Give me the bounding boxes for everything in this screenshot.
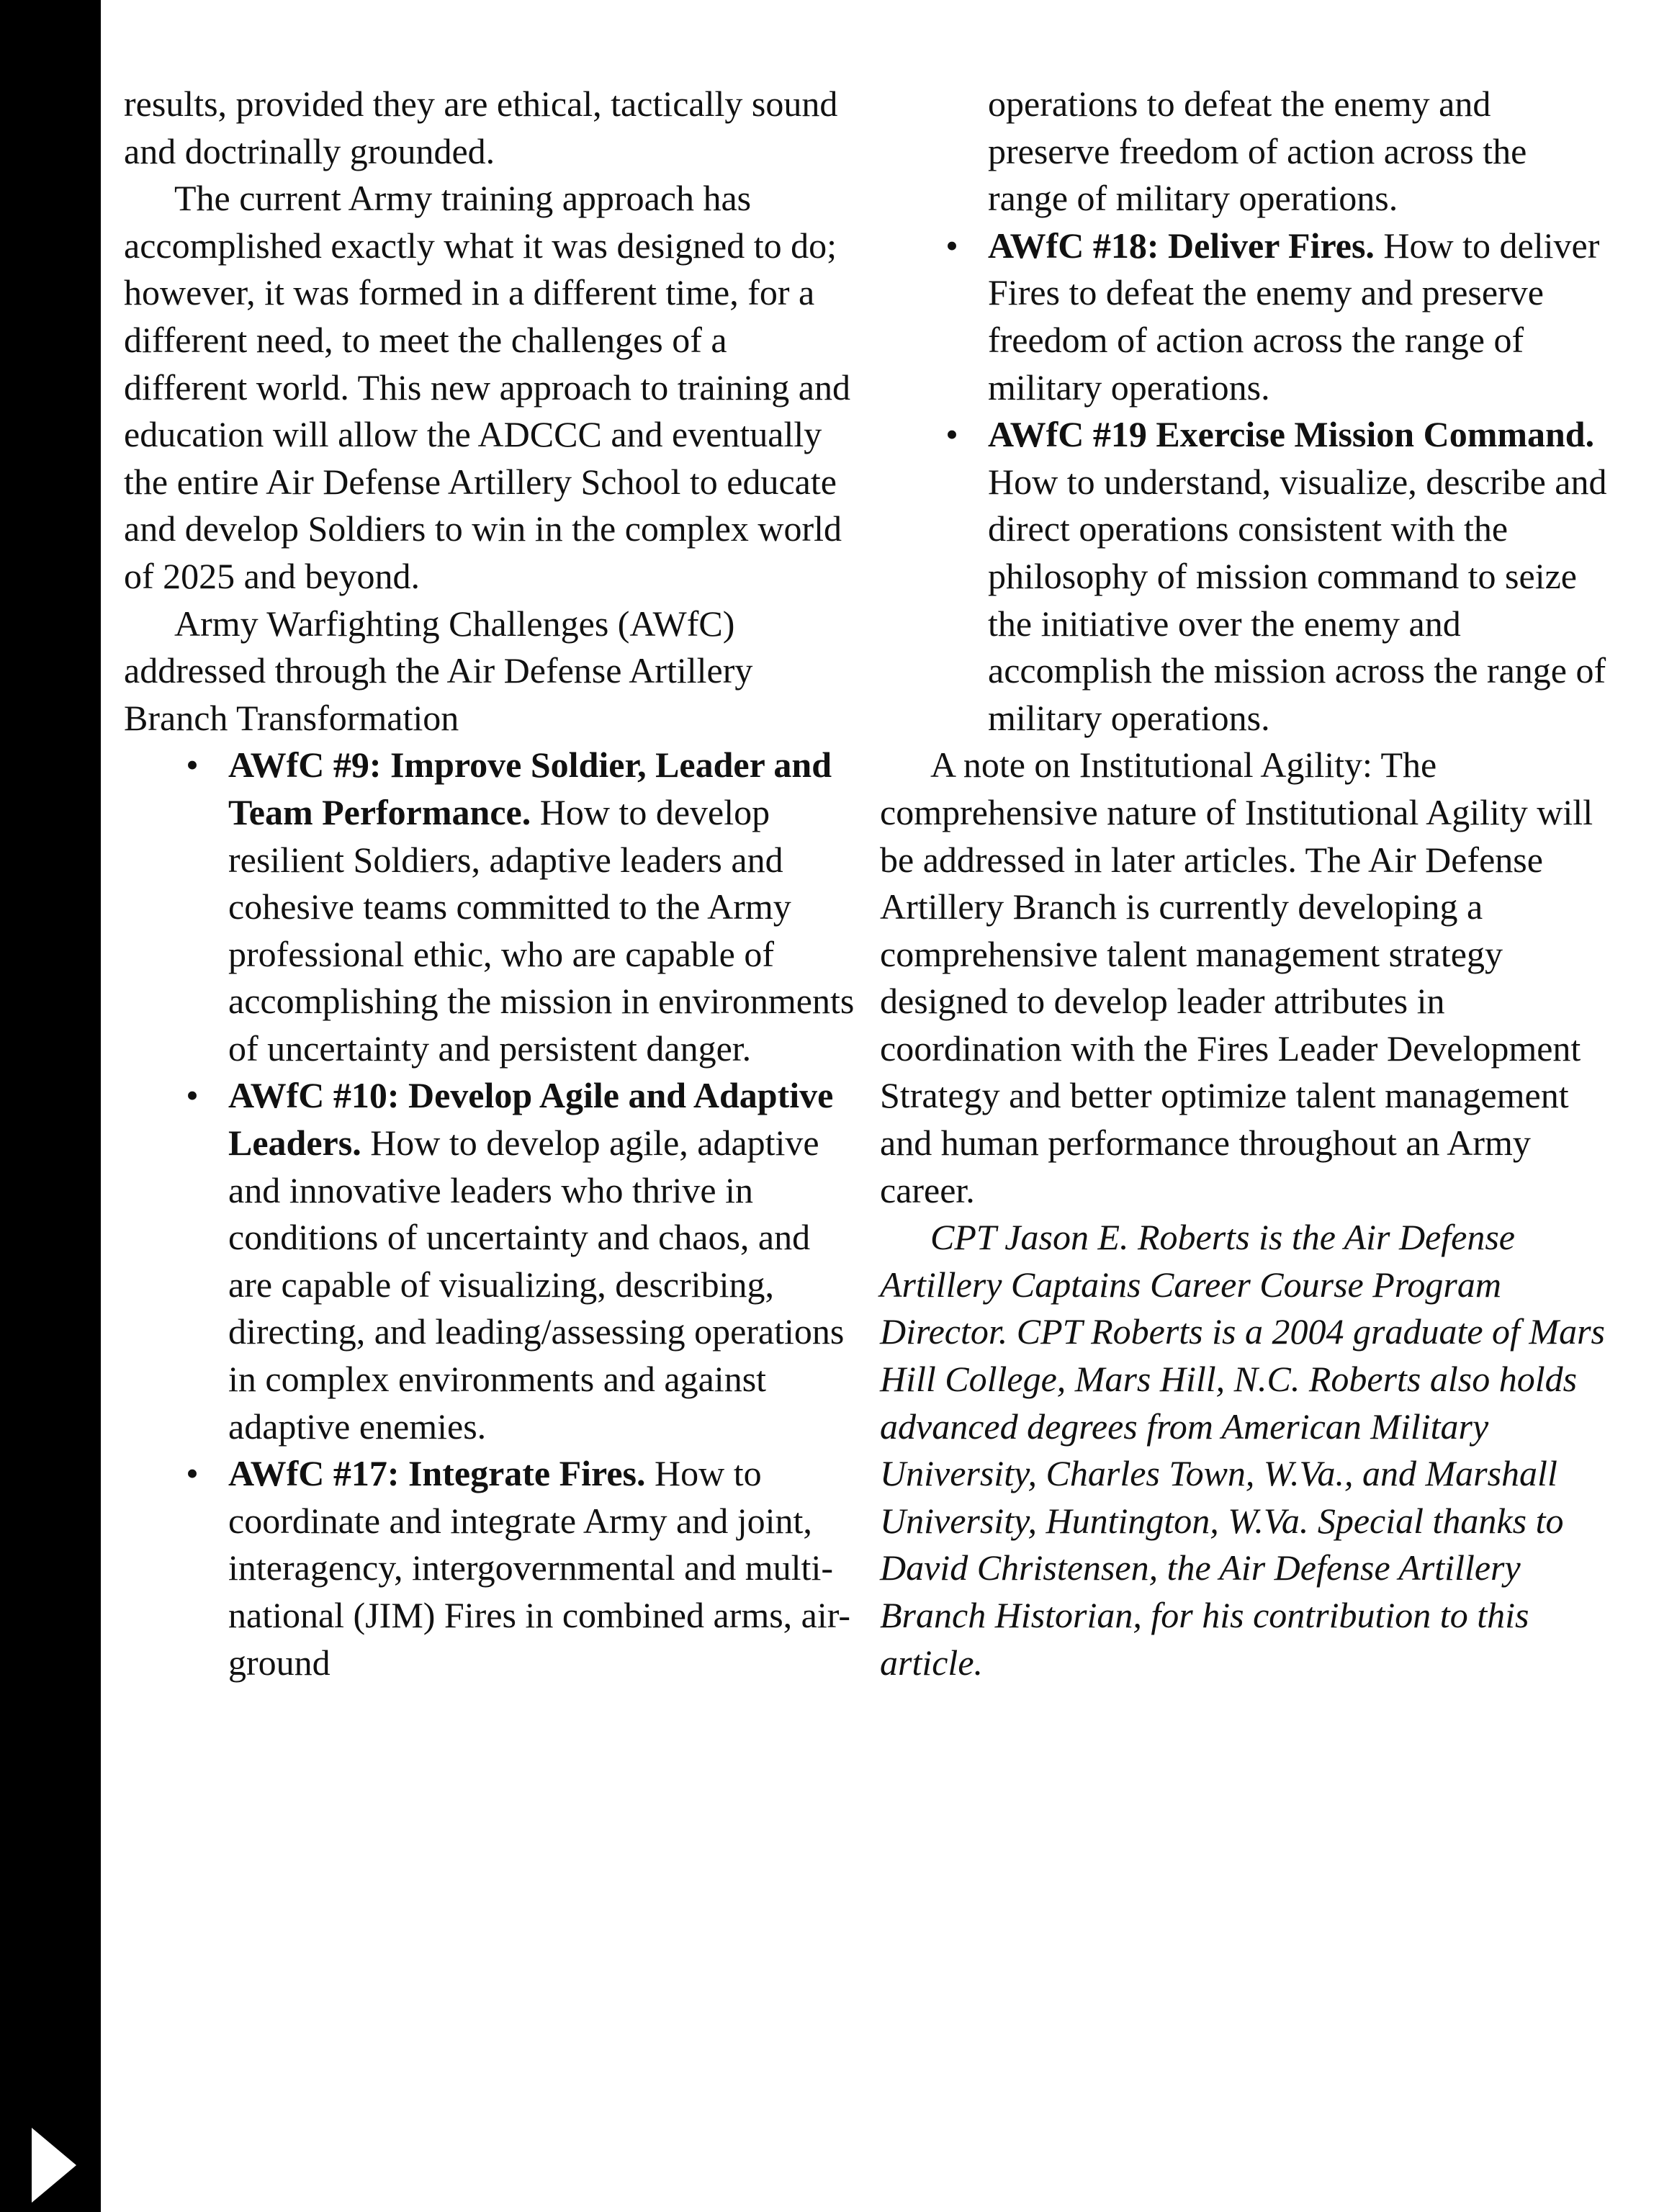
paragraph-training-approach: The current Army training approach has accomplished exactly what it was designed to do; however, it was formed in a different time, for a different need, to meet the challenges of a different world. This new approach to training and education will allow the ADCCC and eventually the entire Air Defense Artillery School to educate and develop Soldiers to win in the complex world of 2025 and beyond.	[124, 178, 850, 596]
list-item-title: AWfC #19 Exercise Mission Command.	[988, 414, 1595, 455]
list-item-body: How to understand, visualize, describe and direct operations consistent with the philosophy of mission command to seize the initiative over the enemy and accomplish the mission across the range of military operations.	[988, 461, 1607, 738]
list-item	[186, 1450, 858, 1686]
bullet-icon: •	[186, 1453, 199, 1494]
list-item	[186, 742, 858, 1072]
bullet-icon: •	[945, 225, 958, 266]
bullet-icon: •	[186, 1075, 199, 1116]
list-item	[186, 1072, 858, 1450]
left-column	[124, 81, 858, 1686]
list-item-title: AWfC #18: Deliver Fires.	[988, 225, 1375, 266]
bullet-icon: •	[186, 745, 199, 786]
list-item-body: How to develop resilient Soldiers, adaptive leaders and cohesive teams committed to the Army professional ethic, who are capable of accomplishing the mission in environments of uncertainty and persistent danger.	[228, 791, 855, 1069]
list-item-body: How to coordinate and integrate Army and joint, interagency, intergovernmental and multi-national (JIM) Fires in combined arms, air-ground	[228, 1453, 851, 1683]
list-item-body: How to develop agile, adaptive and innovative leaders who thrive in conditions of uncertainty and chaos, and are capable of visualizing, describing, directing, and leading/assessing operations in complex environments and against adaptive enemies.	[228, 1123, 845, 1447]
list-item-title: AWfC #17: Integrate Fires.	[228, 1453, 646, 1494]
paragraph-institutional-agility: A note on Institutional Agility: The comprehensive nature of Institutional Agility will be addressed in later articles. The Air Defense Artillery Branch is currently developing a comprehensive talent management strategy designed to develop leader attributes in coordination with the Fires Leader Development Strategy and better optimize talent management and human performance throughout an Army career.	[880, 745, 1593, 1210]
paragraph-continuation: results, provided they are ethical, tactically sound and doctrinally grounded.	[124, 84, 838, 171]
list-item-continuation	[988, 81, 1614, 222]
paragraph-awfc-intro: Army Warfighting Challenges (AWfC) addressed through the Air Defense Artillery Branch Transformation	[124, 603, 753, 738]
awfc-list-right	[945, 81, 1614, 742]
next-page-arrow-icon[interactable]	[32, 2128, 76, 2203]
list-item-body: operations to defeat the enemy and preserve freedom of action across the range of military operations.	[988, 84, 1527, 219]
right-column	[880, 81, 1614, 1686]
list-item-title: AWfC #9: Improve Soldier, Leader and Team Performance.	[228, 745, 832, 832]
page-sidebar	[0, 0, 101, 2212]
list-item-body: How to deliver Fires to defeat the enemy and preserve freedom of action across the range of military operations.	[988, 225, 1600, 408]
awfc-list-left	[186, 742, 858, 1686]
list-item	[945, 411, 1614, 742]
author-bio: CPT Jason E. Roberts is the Air Defense Artillery Captains Career Course Program Director. CPT Roberts is a 2004 graduate of Mars Hill College, Mars Hill, N.C. Roberts also holds advanced degrees from American Military University, Charles Town, W.Va., and Marshall University, Huntington, W.Va. Special thanks to David Christensen, the Air Defense Artillery Branch Historian, for his contribution to this article.	[880, 1217, 1605, 1683]
list-item-title: AWfC #10: Develop Agile and Adaptive Leaders.	[228, 1075, 834, 1164]
bullet-icon: •	[945, 414, 958, 455]
list-item	[945, 222, 1614, 411]
